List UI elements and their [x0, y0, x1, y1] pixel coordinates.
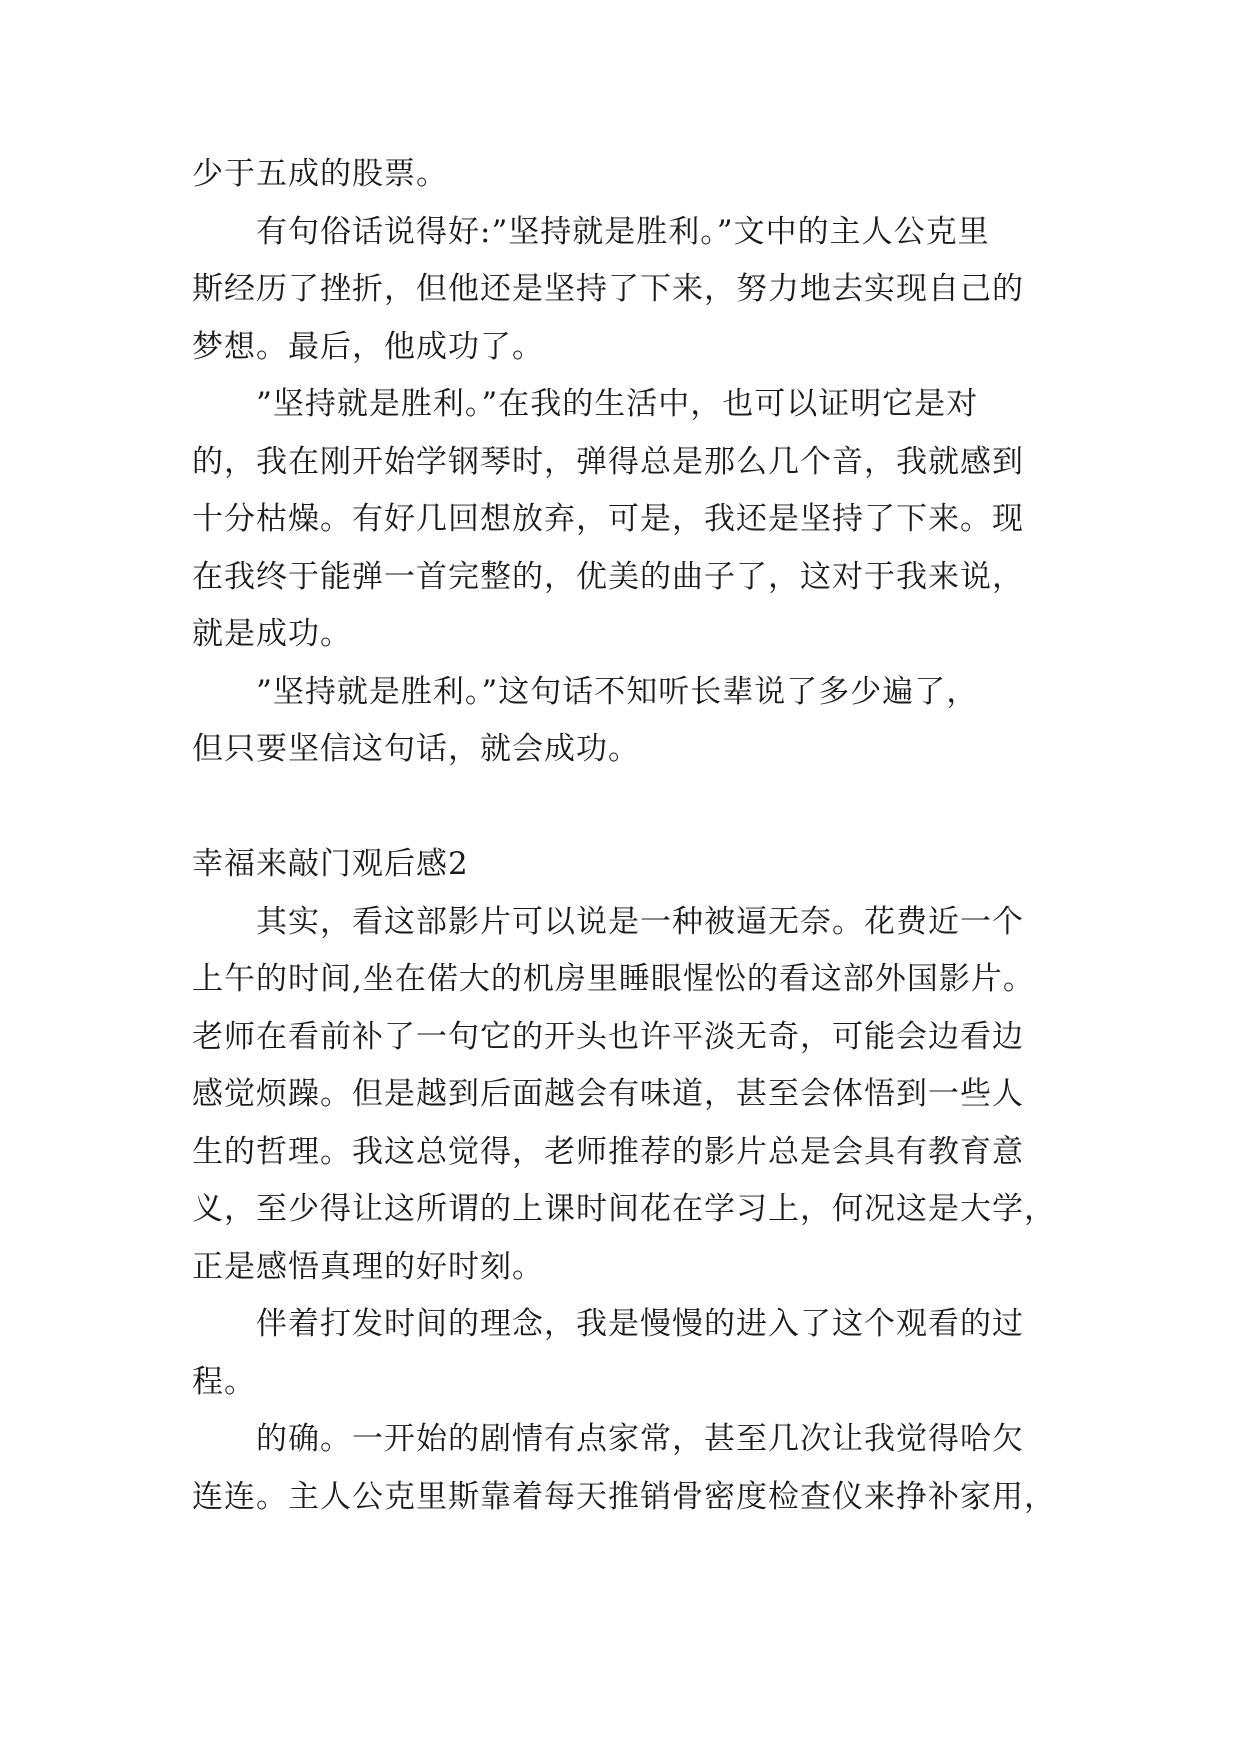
paragraph-line: 程。: [192, 1364, 256, 1400]
paragraph-line: 斯经历了挫折，但他还是坚持了下来，努力地去实现自己的: [192, 271, 1024, 307]
paragraph-line: 生的哲理。我这总觉得，老师推荐的影片总是会具有教育意: [192, 1134, 1024, 1170]
paragraph-line: 感觉烦躁。但是越到后面越会有味道，甚至会体悟到一些人: [192, 1076, 1024, 1112]
paragraph-line: ”坚持就是胜利。”在我的生活中，也可以证明它是对: [256, 386, 979, 422]
paragraph-line: 在我终于能弹一首完整的，优美的曲子了，这对于我来说，: [192, 559, 1024, 595]
paragraph-line: 正是感悟真理的好时刻。: [192, 1249, 544, 1285]
paragraph-line: 义，至少得让这所谓的上课时间花在学习上，何况这是大学，: [192, 1191, 1056, 1227]
paragraph-line: 的，我在刚开始学钢琴时，弹得总是那么几个音，我就感到: [192, 444, 1024, 480]
paragraph-line: 有句俗话说得好:”坚持就是胜利。”文中的主人公克里: [256, 214, 990, 250]
paragraph-line: 少于五成的股票。: [192, 156, 448, 192]
paragraph-line: 的确。一开始的剧情有点家常，甚至几次让我觉得哈欠: [256, 1421, 1024, 1457]
paragraph-line: 梦想。最后，他成功了。: [192, 329, 544, 365]
paragraph-line: 但只要坚信这句话，就会成功。: [192, 731, 640, 767]
paragraph-line: 老师在看前补了一句它的开头也许平淡无奇，可能会边看边: [192, 1019, 1024, 1055]
paragraph-line: 上午的时间,坐在偌大的机房里睡眼惺忪的看这部外国影片。: [192, 961, 1035, 997]
section-heading: 幸福来敲门观后感2: [192, 846, 469, 882]
paragraph-line: 十分枯燥。有好几回想放弃，可是，我还是坚持了下来。现: [192, 501, 1024, 537]
paragraph-line: 就是成功。: [192, 616, 352, 652]
paragraph-line: 伴着打发时间的理念，我是慢慢的进入了这个观看的过: [256, 1306, 1024, 1342]
paragraph-line: 连连。主人公克里斯靠着每天推销骨密度检查仪来挣补家用，: [192, 1479, 1056, 1515]
paragraph-line: 其实，看这部影片可以说是一种被逼无奈。花费近一个: [256, 904, 1024, 940]
paragraph-line: ”坚持就是胜利。”这句话不知听长辈说了多少遍了，: [256, 674, 979, 710]
